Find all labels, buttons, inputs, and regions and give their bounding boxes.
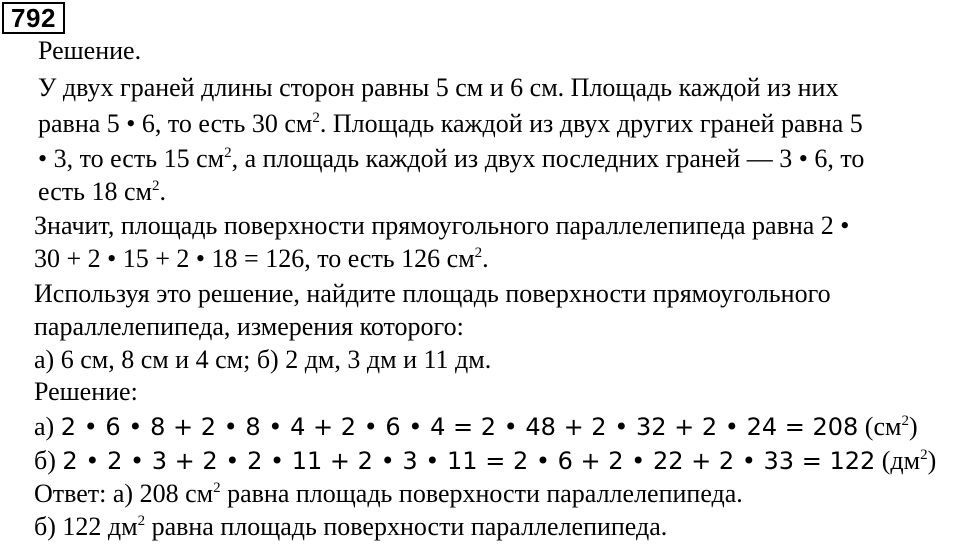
text: равна площадь поверхности параллелепипеда. (220, 479, 743, 508)
superscript: 2 (224, 145, 232, 161)
solution-heading (38, 36, 141, 66)
text: а) 6 см, 8 см и 4 см; б) 2 дм, 3 дм и 11 дм. (34, 345, 492, 374)
text-line (34, 211, 849, 241)
text-line (34, 345, 491, 375)
text-line (34, 279, 831, 309)
text: равна площадь поверхности параллелепипеда. (145, 512, 668, 541)
calculation-line (34, 412, 918, 442)
solution-heading (34, 377, 138, 407)
text: Используя это решение, найдите площадь поверхности прямоугольного (34, 279, 831, 308)
superscript: 2 (474, 245, 483, 261)
text-line (38, 73, 838, 103)
text: есть 18 см (38, 177, 152, 206)
text: . Площадь каждой из двух других граней равна 5 (319, 109, 863, 138)
unit: (см (858, 412, 902, 441)
superscript: 2 (901, 413, 909, 429)
text: Решение: (34, 377, 138, 406)
unit: ) (927, 446, 937, 475)
text: • 3, то есть 15 см (38, 144, 225, 173)
answer-line (34, 512, 667, 542)
answer-line (34, 479, 743, 509)
text-line (38, 144, 864, 174)
calculation-line (34, 446, 936, 476)
text: 30 + 2 • 15 + 2 • 18 = 126, то есть 126 см (34, 244, 475, 273)
text: Решение. (38, 36, 142, 65)
text: а) (34, 412, 61, 441)
text: У двух граней длины сторон равны 5 см и 6 см. Площадь каждой из них (38, 73, 839, 102)
superscript: 2 (312, 110, 320, 126)
superscript: 2 (151, 178, 160, 194)
text-line (38, 177, 166, 207)
text: равна 5 • 6, то есть 30 см (38, 109, 313, 138)
task-number: 792 (2, 2, 65, 34)
text: , а площадь каждой из двух последних граней — 3 • 6, то (231, 144, 865, 173)
text: Значит, площадь поверхности прямоугольного параллелепипеда равна 2 • (34, 211, 850, 240)
superscript: 2 (213, 480, 221, 496)
text: б) (34, 446, 63, 475)
unit: (дм (875, 446, 921, 475)
text: б) 122 дм (34, 512, 138, 541)
text: Ответ: а) 208 см (34, 479, 214, 508)
unit: ) (908, 412, 918, 441)
superscript: 2 (137, 513, 146, 529)
text-line (38, 109, 863, 139)
text-line (34, 312, 464, 342)
text-line (34, 244, 489, 274)
formula: 2 • 6 • 8 + 2 • 8 • 4 + 2 • 6 • 4 = 2 • 48 + 2 • 32 + 2 • 24 = 208 (60, 413, 859, 441)
text: . (159, 177, 166, 206)
text: параллелепипеда, измерения которого: (34, 312, 464, 341)
superscript: 2 (920, 447, 928, 463)
text: . (482, 244, 489, 273)
formula: 2 • 2 • 3 + 2 • 2 • 11 + 2 • 3 • 11 = 2 • 6 + 2 • 22 + 2 • 33 = 122 (62, 447, 876, 475)
